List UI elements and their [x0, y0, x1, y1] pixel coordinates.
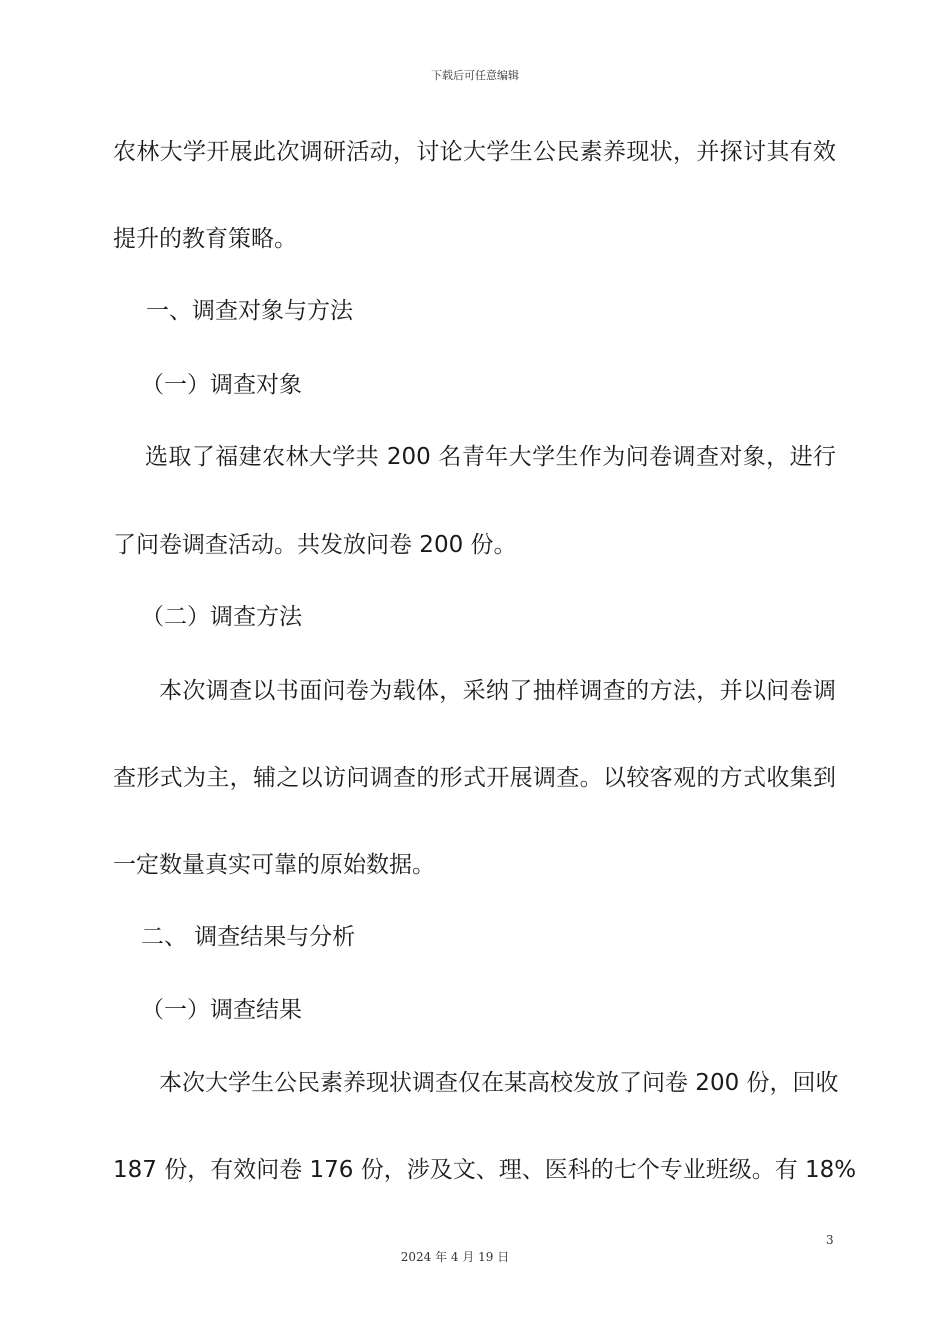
- body-line: 187 份，有效问卷 176 份，涉及文、理、医科的七个专业班级。有 18%: [113, 1157, 857, 1183]
- subsection-heading: （一）调查对象: [141, 372, 302, 398]
- page-header-note: 下载后可任意编辑: [431, 69, 519, 82]
- body-line: 选取了福建农林大学共 200 名青年大学生作为问卷调查对象，进行: [145, 444, 836, 470]
- body-line: 查形式为主，辅之以访问调查的形式开展调查。以较客观的方式收集到: [113, 765, 836, 791]
- page-number: 3: [826, 1233, 834, 1247]
- subsection-heading: （一）调查结果: [141, 997, 302, 1023]
- body-line: 本次大学生公民素养现状调查仅在某高校发放了问卷 200 份，回收: [159, 1070, 839, 1096]
- footer-date: 2024 年 4 月 19 日: [400, 1250, 510, 1264]
- body-line: 本次调查以书面问卷为载体，采纳了抽样调查的方法，并以问卷调: [159, 678, 836, 704]
- subsection-heading: （二）调查方法: [141, 604, 302, 630]
- body-line: 一定数量真实可靠的原始数据。: [113, 852, 435, 878]
- section-heading: 二、 调查结果与分析: [141, 924, 356, 950]
- section-heading: 一、调查对象与方法: [146, 298, 353, 324]
- body-line: 提升的教育策略。: [113, 226, 297, 252]
- body-line: 了问卷调查活动。共发放问卷 200 份。: [113, 532, 517, 558]
- body-line: 农林大学开展此次调研活动，讨论大学生公民素养现状，并探讨其有效: [113, 139, 836, 165]
